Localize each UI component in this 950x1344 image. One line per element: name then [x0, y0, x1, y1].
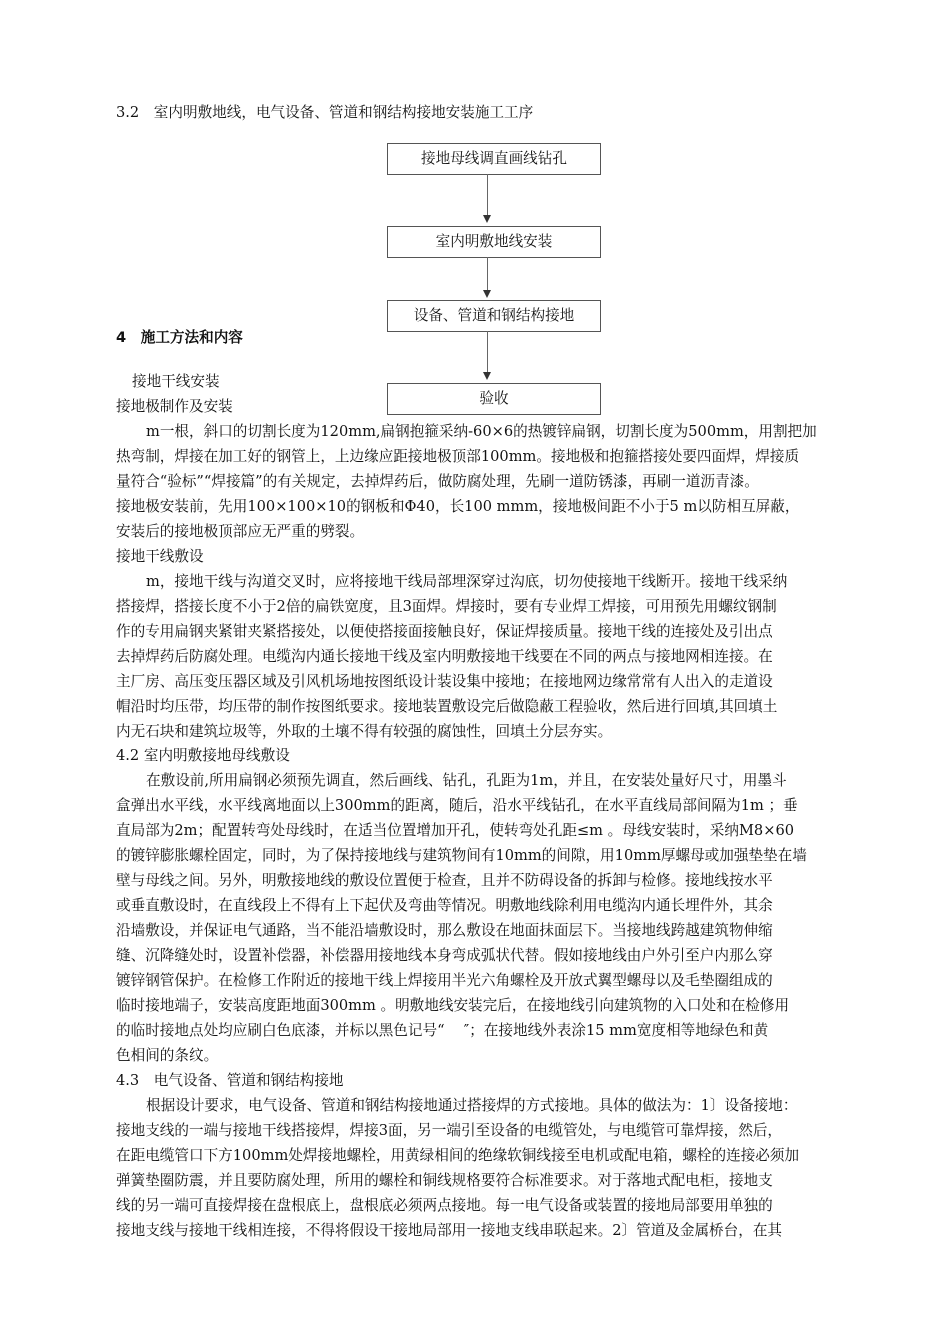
laying-paragraph-line: 内无石块和建筑垃圾等，外取的土壤不得有较强的腐蚀性，回填土分层夯实。 [116, 723, 613, 740]
arrow-down-icon [483, 290, 491, 298]
section-4-2-paragraph-line: 或垂直敷设时，在直线段上不得有上下起伏及弯曲等情况。明敷地线除利用电缆沟内通长埋件外，其余 [116, 897, 773, 914]
flowchart-step-3: 设备、管道和钢结构接地 [387, 300, 601, 332]
section-4-2-paragraph-line: 色相间的条纹。 [116, 1047, 219, 1064]
section-4-2-paragraph-line: 直局部为2m；配置转弯处母线时，在适当位置增加开孔，使转弯处孔距≤m 。母线安装时，采纳M8×60 [116, 822, 795, 839]
flowchart-connector-1 [487, 174, 488, 216]
section-4-2-paragraph-line: 在敷设前,所用扁钢必须预先调直，然后画线、钻孔，孔距为1m，并且，在安装处量好尺寸，用墨斗 [146, 772, 787, 789]
section-4-2-paragraph-line: 壁与母线之间。另外，明敷接地线的敷设位置便于检查，且并不防碍设备的拆卸与检修。接地线按水平 [116, 872, 773, 889]
flowchart-step-2: 室内明敷地线安装 [387, 226, 601, 258]
section-4-3-paragraph-line: 接地支线的一端与接地干线搭接焊，焊接3面，另一端引至设备的电缆管处，与电缆管可靠焊接，然后， [116, 1122, 783, 1139]
section-4-3-heading: 4.3 电气设备、管道和钢结构接地 [116, 1072, 344, 1089]
subheading-electrode: 接地极制作及安装 [116, 398, 233, 415]
section-4-3-paragraph-line: 在距电缆管口下方100mm处焊接地螺栓，用黄绿相间的绝缘软铜线接至电机或配电箱，螺栓的连接必须加 [116, 1147, 800, 1164]
laying-paragraph-line: m，接地干线与沟道交叉时，应将接地干线局部埋深穿过沟底，切勿使接地干线断开。接地干线采纳 [146, 573, 788, 590]
laying-paragraph-line: 去掉焊药后防腐处理。电缆沟内通长接地干线及室内明敷接地干线要在不同的两点与接地网相连接。在 [116, 648, 773, 665]
section-4-2-paragraph-line: 临时接地端子，安装高度距地面300mm 。明敷地线安装完后，在接地线引向建筑物的入口处和在检修用 [116, 997, 790, 1014]
section-4-3-paragraph-line: 弹簧垫圈防震，并且要防腐处理，所用的螺栓和铜线规格要符合标准要求。对于落地式配电柜，接地支 [116, 1172, 773, 1189]
subheading-main-conductor-laying: 接地干线敷设 [116, 548, 204, 565]
section-3-2-heading: 3.2 室内明敷地线，电气设备、管道和钢结构接地安装施工工序 [116, 104, 534, 121]
laying-paragraph-line: 作的专用扁钢夹紧钳夹紧搭接处，以便使搭接面接触良好，保证焊接质量。接地干线的连接处及引出点 [116, 623, 773, 640]
section-4-2-paragraph-line: 缝、沉降缝处时，设置补偿器，补偿器用接地线本身弯成弧状代替。假如接地线由户外引至户内那么穿 [116, 947, 773, 964]
section-4-2-heading: 4.2 室内明敷接地母线敷设 [116, 747, 290, 764]
subheading-main-conductor-install: 接地干线安装 [132, 373, 220, 390]
section-4-2-paragraph-line: 镀锌钢管保护。在检修工作附近的接地干线上焊接用半光六角螺栓及开放式翼型螺母以及毛垫圈组成的 [116, 972, 773, 989]
flowchart-step-1: 接地母线调直画线钻孔 [387, 143, 601, 175]
electrode-paragraph-line: 热弯制，焊接在加工好的钢管上，上边缘应距接地极顶部100mm。接地极和抱箍搭接处要四面焊，焊接质 [116, 448, 800, 465]
section-4-2-paragraph-line: 沿墙敷设，并保证电气通路，当不能沿墙敷设时，那么敷设在地面抹面层下。当接地线跨越建筑物伸缩 [116, 922, 773, 939]
electrode-paragraph-line: 安装后的接地极顶部应无严重的劈裂。 [116, 523, 365, 540]
electrode-paragraph-line: m一根，斜口的切割长度为120mm,扁钢抱箍采纳-60×6的热镀锌扁钢，切割长度为500mm，用割把加 [146, 423, 817, 440]
laying-paragraph-line: 搭接焊，搭接长度不小于2倍的扁铁宽度，且3面焊。焊接时，要有专业焊工焊接，可用预先用螺纹钢制 [116, 598, 777, 615]
section-4-2-paragraph-line: 的临时接地点处均应刷白色底漆，并标以黑色记号“ ″；在接地线外表涂15 mm宽度相等地绿色和黄 [116, 1022, 769, 1039]
electrode-paragraph-line: 接地极安装前，先用100×100×10的钢板和Φ40，长100 mmm，接地极间距不小于5 m以防相互屏蔽， [116, 498, 800, 515]
section-4-3-paragraph-line: 根据设计要求，电气设备、管道和钢结构接地通过搭接焊的方式接地。具体的做法为：1〕设备接地： [146, 1097, 798, 1114]
laying-paragraph-line: 帽沿时均压带，均压带的制作按图纸要求。接地装置敷设完后做隐蔽工程验收，然后进行回填,其回填土 [116, 698, 778, 715]
flowchart-connector-2 [487, 257, 488, 291]
section-4-heading: 4 施工方法和内容 [116, 329, 243, 346]
section-4-3-paragraph-line: 接地支线与接地干线相连接，不得将假设干接地局部用一接地支线串联起来。2〕管道及金属桥台，在其 [116, 1222, 783, 1239]
section-4-2-paragraph-line: 的镀锌膨胀螺栓固定，同时，为了保持接地线与建筑物间有10mm的间隙，用10mm厚螺母或加强垫垫在墙 [116, 847, 807, 864]
arrow-down-icon [483, 215, 491, 223]
laying-paragraph-line: 主厂房、高压变压器区域及引风机场地按图纸设计装设集中接地；在接地网边缘常常有人出入的走道设 [116, 673, 773, 690]
section-4-3-paragraph-line: 线的另一端可直接焊接在盘根底上，盘根底必须两点接地。每一电气设备或装置的接地局部要用单独的 [116, 1197, 773, 1214]
arrow-down-icon [483, 372, 491, 380]
section-4-2-paragraph-line: 盒弹出水平线，水平线离地面以上300mm的距离，随后，沿水平线钻孔，在水平直线局部间隔为1m ；垂 [116, 797, 798, 814]
flowchart-step-4: 验收 [387, 383, 601, 415]
electrode-paragraph-line: 量符合“验标”“焊接篇”的有关规定，去掉焊药后，做防腐处理，先刷一道防锈漆，再刷一道沥青漆。 [116, 473, 759, 490]
flowchart-connector-3 [487, 331, 488, 373]
